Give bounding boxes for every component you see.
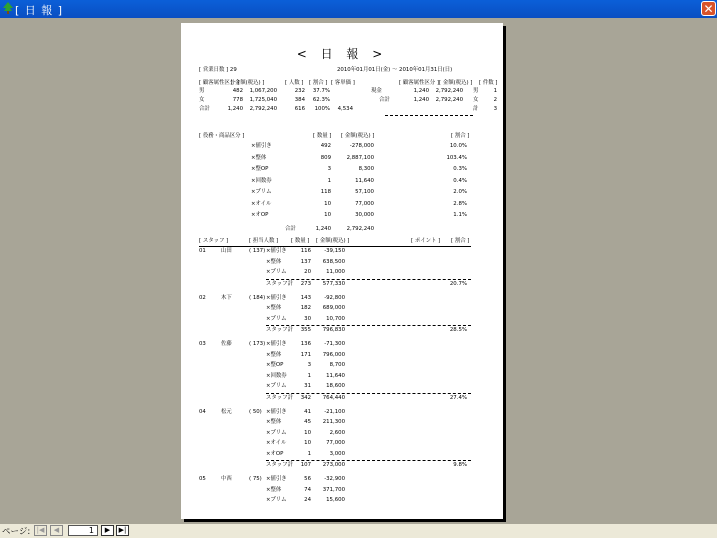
staff-name: 松元	[221, 408, 232, 415]
window-title: [ 日 報 ]	[15, 4, 64, 17]
staff-item-quantity: 136	[300, 341, 311, 347]
staff-subtotal-rule	[266, 460, 471, 461]
staff-item-name: ×値引き	[266, 476, 287, 482]
staff-name: 山田	[221, 248, 232, 254]
staff-item-amount: 11,640	[326, 372, 345, 379]
staff-subtotal-amount: 764,440	[322, 394, 345, 401]
service-share: 0.4%	[453, 177, 467, 184]
tree-icon	[2, 2, 14, 14]
payment-amount: 2,792,240	[435, 88, 463, 94]
customer-category: 男	[199, 88, 205, 94]
service-total-amount: 2,792,240	[346, 226, 374, 232]
service-col-header: [ 数量 ]	[313, 133, 332, 139]
window-titlebar	[0, 0, 717, 18]
service-col-header: [ 割合 ]	[451, 133, 470, 139]
staff-item-quantity: 1	[307, 450, 311, 457]
customer-col-header: [ 客単価 ]	[331, 80, 355, 86]
staff-subtotal-quantity: 273	[300, 280, 311, 287]
staff-name: 佐藤	[221, 341, 232, 347]
customer-amount: 1,725,040	[249, 97, 277, 103]
service-name: ×整体	[251, 154, 267, 161]
service-name: ×整OP	[251, 166, 269, 172]
staff-number: 01	[199, 248, 206, 254]
staff-col-header: [ 数量 ]	[291, 238, 310, 244]
payment-method: 合計	[379, 97, 390, 103]
staff-item-name: ×プリム	[266, 429, 287, 436]
service-share: 1.1%	[453, 212, 467, 218]
payment-col-header: [ 件数 ]	[479, 80, 498, 86]
staff-item-quantity: 45	[304, 419, 311, 425]
staff-name: 木下	[221, 294, 232, 301]
staff-col-header: [ ポイント ]	[411, 238, 441, 244]
payment-col-header: [ 顧客属性区分 ]	[399, 80, 439, 86]
payment-count: 3	[493, 106, 497, 112]
staff-item-quantity: 56	[304, 476, 311, 482]
staff-col-header: [ 担当人数 ]	[249, 238, 279, 244]
service-name: ×プリム	[251, 189, 272, 195]
staff-item-name: ×プリム	[266, 315, 287, 322]
staff-item-name: ×整体	[266, 305, 282, 311]
staff-customer-count: ( 173)	[249, 341, 266, 347]
staff-number: 05	[199, 476, 206, 482]
prev-page-button[interactable]: ◀	[50, 525, 63, 536]
staff-item-amount: 8,700	[329, 362, 345, 368]
payment-amount: 2,792,240	[435, 97, 463, 103]
staff-customer-count: ( 75)	[249, 476, 262, 482]
staff-item-amount: 689,000	[322, 305, 345, 311]
service-share: 10.0%	[449, 143, 467, 149]
staff-item-amount: -32,900	[324, 476, 345, 482]
service-share: 2.0%	[453, 189, 467, 195]
staff-subtotal-label: スタッフ計	[266, 394, 293, 401]
service-amount: 57,100	[355, 189, 374, 195]
staff-item-amount: -21,100	[324, 408, 345, 415]
staff-item-name: ×値引き	[266, 341, 287, 347]
staff-subtotal-label: スタッフ計	[266, 462, 293, 468]
staff-item-amount: -71,300	[324, 341, 345, 347]
first-page-button[interactable]: |◀	[34, 525, 47, 536]
staff-item-name: ×プリム	[266, 383, 287, 389]
staff-subtotal-amount: 796,830	[322, 327, 345, 333]
staff-item-quantity: 74	[304, 486, 311, 493]
customer-people: 232	[294, 88, 305, 94]
service-col-header: [ 役務・商品区分 ]	[199, 133, 245, 139]
service-name: ×回数券	[251, 177, 272, 184]
staff-item-amount: 2,600	[329, 429, 345, 436]
staff-item-quantity: 24	[304, 497, 311, 503]
staff-subtotal-label: スタッフ計	[266, 280, 293, 287]
staff-subtotal-quantity: 355	[300, 327, 311, 333]
summary-dashed-divider	[385, 115, 473, 116]
customer-category: 合計	[199, 106, 210, 112]
payment-gender: 女	[473, 97, 479, 103]
customer-quantity: 1,240	[227, 106, 243, 112]
payment-count: 2	[493, 97, 497, 103]
staff-item-amount: 18,600	[326, 383, 345, 389]
staff-customer-count: ( 50)	[249, 408, 262, 415]
staff-item-name: ×オイル	[266, 440, 287, 446]
staff-share: 27.4%	[449, 394, 467, 401]
staff-subtotal-amount: 577,330	[322, 280, 345, 287]
status-bar	[0, 524, 717, 538]
staff-item-name: ×整体	[266, 419, 282, 425]
staff-item-quantity: 20	[304, 269, 311, 275]
service-total-quantity: 1,240	[315, 226, 331, 232]
staff-subtotal-rule	[266, 325, 471, 326]
close-button[interactable]: ✕	[701, 1, 716, 16]
customer-category: 女	[199, 97, 205, 103]
next-page-button[interactable]: ▶	[101, 525, 114, 536]
staff-number: 03	[199, 341, 206, 347]
service-quantity: 10	[324, 200, 331, 207]
service-amount: 2,887,100	[346, 154, 374, 161]
staff-share: 28.5%	[449, 327, 467, 333]
staff-item-quantity: 171	[300, 351, 311, 358]
report-page	[181, 23, 503, 519]
staff-subtotal-rule	[266, 279, 471, 280]
staff-item-name: ×整体	[266, 486, 282, 493]
staff-item-amount: 796,000	[322, 351, 345, 358]
staff-subtotal-label: スタッフ計	[266, 327, 293, 333]
payment-col-header: [ 金額(税込) ]	[439, 80, 473, 86]
staff-item-amount: -39,150	[324, 248, 345, 254]
staff-item-amount: 77,000	[326, 440, 345, 446]
service-share: 2.8%	[453, 200, 467, 207]
staff-item-name: ×整体	[266, 258, 282, 265]
staff-item-quantity: 41	[304, 408, 311, 415]
business-days: [ 営業日数 ] 29	[199, 67, 237, 73]
customer-unit-price: 4,534	[337, 106, 353, 112]
service-quantity: 492	[320, 143, 331, 149]
staff-item-quantity: 10	[304, 440, 311, 446]
customer-amount: 2,792,240	[249, 106, 277, 112]
staff-number: 02	[199, 294, 206, 301]
report-title: < 日 報 >	[296, 47, 388, 61]
staff-share: 20.7%	[449, 280, 467, 287]
staff-item-name: ×オOP	[266, 450, 284, 457]
staff-item-amount: 371,700	[322, 486, 345, 493]
service-quantity: 118	[320, 189, 331, 195]
customer-quantity: 482	[232, 88, 243, 94]
service-quantity: 10	[324, 212, 331, 218]
staff-item-name: ×整OP	[266, 362, 284, 368]
service-quantity: 809	[320, 154, 331, 161]
staff-item-quantity: 30	[304, 315, 311, 322]
staff-subtotal-quantity: 342	[300, 394, 311, 401]
staff-item-quantity: 10	[304, 429, 311, 436]
staff-item-quantity: 182	[300, 305, 311, 311]
payment-quantity: 1,240	[413, 97, 429, 103]
staff-subtotal-rule	[266, 393, 471, 394]
staff-item-quantity: 116	[300, 248, 311, 254]
payment-gender: 男	[473, 88, 479, 94]
service-name: ×オOP	[251, 212, 269, 218]
staff-subtotal-quantity: 107	[300, 462, 311, 468]
service-name: ×値引き	[251, 143, 272, 149]
service-col-header: [ 金額(税込) ]	[341, 133, 375, 139]
report-period: 2010年01月01日(金) ～ 2010年01月31日(日)	[337, 67, 453, 73]
customer-col-header: [ 人数 ]	[285, 80, 304, 86]
service-share: 103.4%	[446, 154, 467, 161]
staff-col-header: [ 割合 ]	[451, 238, 470, 244]
page-number-input[interactable]: 1	[68, 525, 98, 536]
customer-col-header: [ 顧客属性区分 ]	[199, 80, 239, 86]
payment-count: 1	[493, 88, 497, 94]
payment-gender: 計	[473, 106, 479, 112]
staff-item-quantity: 143	[300, 294, 311, 301]
service-total-label: 合計	[285, 226, 296, 232]
customer-people: 384	[294, 97, 305, 103]
staff-header-rule	[199, 246, 471, 247]
staff-col-header: [ 金額(税込) ]	[316, 238, 350, 244]
customer-people: 616	[294, 106, 305, 112]
staff-item-name: ×回数券	[266, 372, 287, 379]
service-amount: 8,300	[358, 166, 374, 172]
service-amount: 77,000	[355, 200, 374, 207]
staff-item-amount: 3,000	[329, 450, 345, 457]
customer-share: 37.7%	[312, 88, 330, 94]
staff-item-name: ×値引き	[266, 294, 287, 301]
service-quantity: 1	[327, 177, 331, 184]
service-amount: 11,640	[355, 177, 374, 184]
service-name: ×オイル	[251, 200, 272, 207]
staff-item-amount: 11,000	[326, 269, 345, 275]
page-label: ページ:	[2, 527, 31, 537]
service-quantity: 3	[327, 166, 331, 172]
staff-item-quantity: 137	[300, 258, 311, 265]
staff-name: 中西	[221, 476, 232, 482]
last-page-button[interactable]: ▶|	[116, 525, 129, 536]
staff-subtotal-amount: 273,000	[322, 462, 345, 468]
staff-number: 04	[199, 408, 206, 415]
staff-item-name: ×値引き	[266, 408, 287, 415]
staff-item-amount: 10,700	[326, 315, 345, 322]
staff-item-name: ×プリム	[266, 269, 287, 275]
customer-amount: 1,067,200	[249, 88, 277, 94]
staff-share: 9.8%	[453, 462, 467, 468]
staff-item-quantity: 1	[307, 372, 311, 379]
staff-item-name: ×値引き	[266, 248, 287, 254]
customer-quantity: 778	[232, 97, 243, 103]
staff-item-amount: -92,800	[324, 294, 345, 301]
payment-quantity: 1,240	[413, 88, 429, 94]
staff-customer-count: ( 137)	[249, 248, 266, 254]
staff-item-amount: 211,300	[322, 419, 345, 425]
service-share: 0.3%	[453, 166, 467, 172]
staff-item-name: ×プリム	[266, 497, 287, 503]
customer-share: 62.3%	[312, 97, 330, 103]
payment-method: 現金	[371, 88, 382, 94]
staff-item-quantity: 31	[304, 383, 311, 389]
customer-share: 100%	[314, 106, 330, 112]
service-amount: 30,000	[355, 212, 374, 218]
staff-item-quantity: 3	[307, 362, 311, 368]
customer-col-header: [ 割合 ]	[309, 80, 328, 86]
service-amount: -278,000	[349, 143, 374, 149]
customer-col-header: [ 金額(税込) ]	[231, 80, 265, 86]
staff-item-amount: 15,600	[326, 497, 345, 503]
staff-customer-count: ( 184)	[249, 294, 266, 301]
staff-col-header: [ スタッフ ]	[199, 238, 229, 244]
staff-item-amount: 638,500	[322, 258, 345, 265]
staff-item-name: ×整体	[266, 351, 282, 358]
